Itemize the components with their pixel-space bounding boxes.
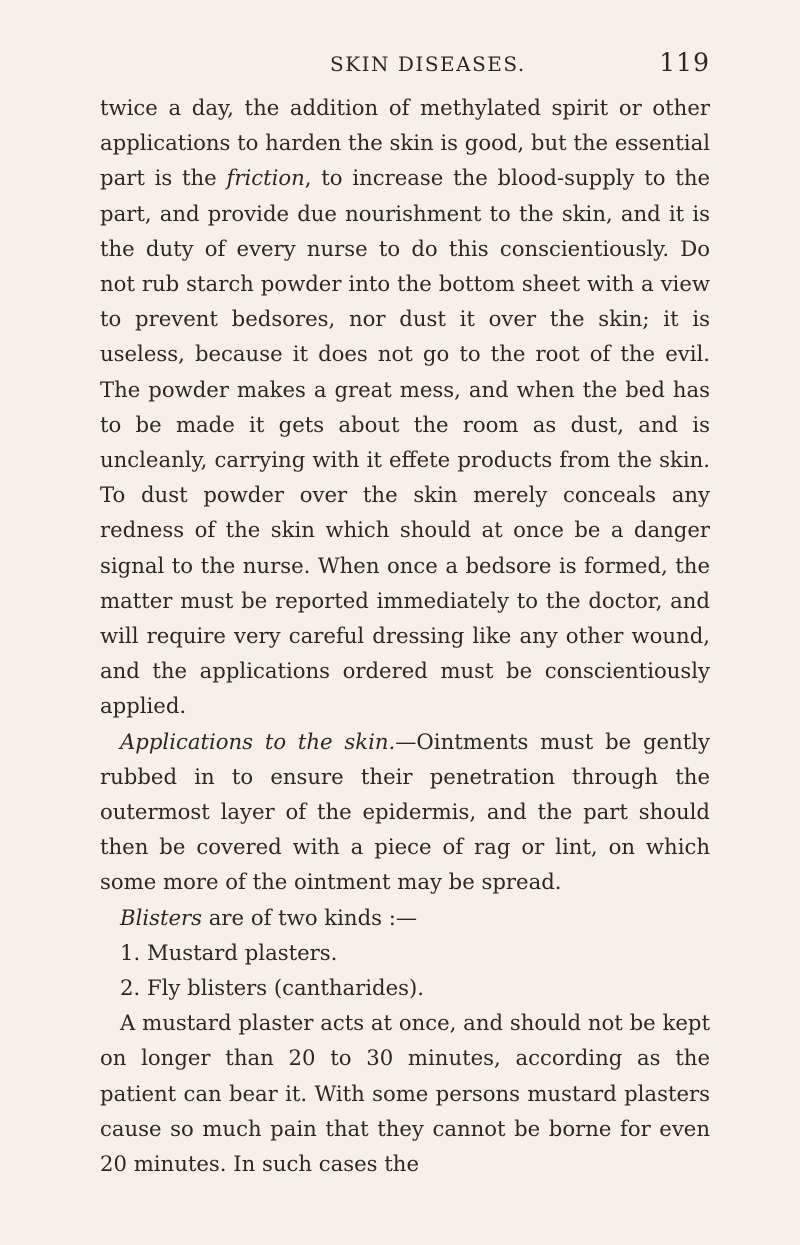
list-item-fly-blisters: 2. Fly blisters (cantharides).: [120, 975, 424, 1001]
paragraph-text: twice a day, the addition of methylated spirit or other applications to harden the skin is good, but the essential part is the: [100, 95, 710, 191]
paragraph-mustard-plaster: A mustard plaster acts at once, and should not be kept on longer than 20 to 30 minutes, according as the patient can bear it. With some persons mustard plasters cause so much pain that they cannot be borne for even 20 minutes. In such cases the: [100, 1010, 710, 1177]
paragraph-blisters: [100, 900, 710, 935]
section-heading-applications: Applications to the skin.: [120, 728, 396, 754]
page-number: 119: [659, 48, 710, 77]
paragraph-text: , to increase the blood-supply to the part, and provide due nourishment to the skin, and it is the duty of every nurse to do this conscientiously. Do not rub starch powder into the bottom sheet with a view to prevent bedsores, nor dust it over the skin; it is useless, because it does not go to the root of the evil. The powder makes a great mess, and when the bed has to be made it gets about the room as dust, and is uncleanly, carrying with it effete products from the skin. To dust powder over the skin merely conceals any redness of the skin which should at once be a danger signal to the nurse. When once a bedsore is formed, the matter must be reported immediately to the doctor, and will require very careful dressing like any other wound, and the applications ordered must be conscientiously applied.: [100, 165, 711, 719]
emphasis-friction: friction: [226, 165, 305, 191]
page-header: [100, 48, 710, 82]
paragraph-text: are of two kinds :—: [202, 904, 418, 930]
body-text: [100, 90, 710, 1181]
paragraph-applications: [100, 724, 710, 900]
list-item-mustard: 1. Mustard plasters.: [120, 939, 338, 965]
paragraph-bedsores: [100, 90, 710, 724]
emphasis-blisters: Blisters: [120, 904, 203, 930]
running-head: SKIN DISEASES.: [330, 52, 526, 76]
paragraph-text: —Ointments must be gently rubbed in to ensure their penetration through the outermost layer of the epidermis, and the part should then be covered with a piece of rag or lint, on which some more of the ointment may be spread.: [100, 728, 710, 895]
